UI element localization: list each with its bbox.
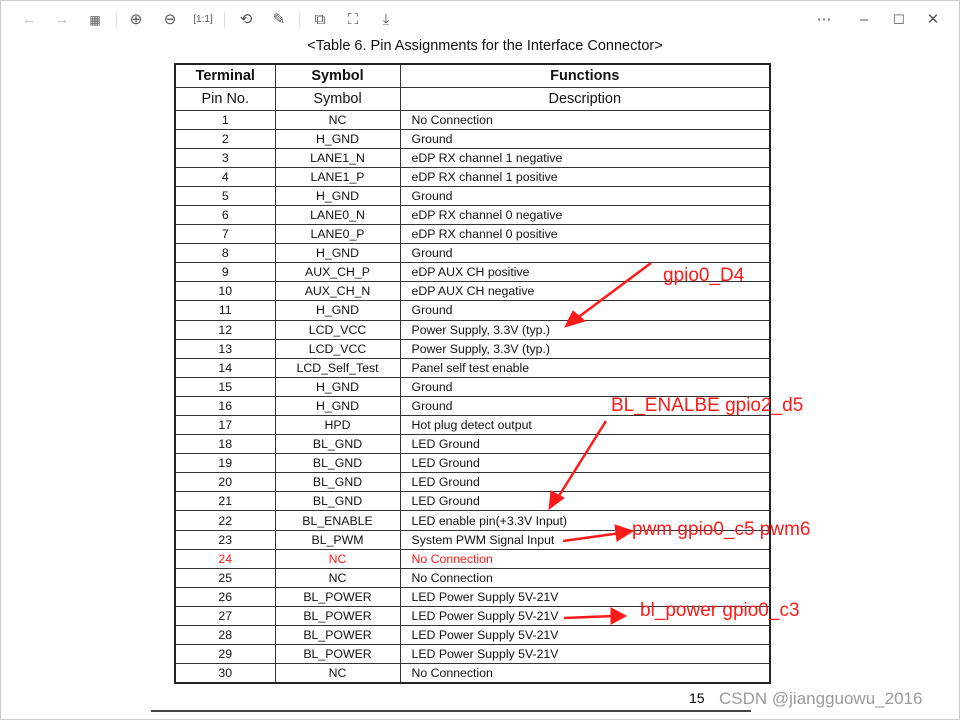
description-cell: LED Ground (400, 492, 770, 511)
pin-number-cell: 19 (175, 454, 275, 473)
symbol-cell: NC (275, 568, 400, 587)
symbol-cell: LCD_VCC (275, 339, 400, 358)
symbol-cell: LANE0_P (275, 225, 400, 244)
minimize-icon[interactable]: – (859, 11, 869, 28)
symbol-cell: H_GND (275, 129, 400, 148)
thumbnails-icon[interactable]: ▦ (89, 13, 101, 27)
symbol-cell: HPD (275, 416, 400, 435)
symbol-cell: BL_POWER (275, 626, 400, 645)
pin-number-cell: 7 (175, 225, 275, 244)
symbol-cell: H_GND (275, 244, 400, 263)
description-cell: No Connection (400, 664, 770, 683)
header-terminal: Terminal (175, 64, 275, 87)
symbol-cell: BL_GND (275, 435, 400, 454)
description-cell: eDP RX channel 0 negative (400, 205, 770, 224)
pin-number-cell: 17 (175, 416, 275, 435)
annotation-gpio0-d4: gpio0_D4 (663, 265, 745, 286)
symbol-cell: LANE0_N (275, 205, 400, 224)
pin-number-cell: 4 (175, 167, 275, 186)
rotate-icon[interactable]: ⟲ (239, 11, 253, 28)
pin-number-cell: 2 (175, 129, 275, 148)
symbol-cell: LCD_VCC (275, 320, 400, 339)
symbol-cell: BL_PWM (275, 530, 400, 549)
description-cell: Ground (400, 186, 770, 205)
description-cell: eDP RX channel 1 positive (400, 167, 770, 186)
pin-number-cell: 21 (175, 492, 275, 511)
download-icon[interactable]: ⤓ (382, 11, 390, 28)
description-cell: No Connection (400, 568, 770, 587)
arrow-bl-enable (557, 421, 606, 499)
pin-number-cell: 30 (175, 664, 275, 683)
symbol-cell: H_GND (275, 186, 400, 205)
symbol-cell: LANE1_N (275, 148, 400, 167)
back-icon[interactable]: ← (21, 11, 37, 28)
description-cell: System PWM Signal Input (400, 530, 770, 549)
watermark: CSDN @jiangguowu_2016 (719, 689, 923, 708)
pin-number-cell: 9 (175, 263, 275, 282)
annotation-arrows (1, 1, 960, 721)
pin-number-cell: 26 (175, 587, 275, 606)
description-cell: Ground (400, 244, 770, 263)
arrow-bl-power (564, 616, 613, 618)
description-cell: Ground (400, 129, 770, 148)
pin-number-cell: 13 (175, 339, 275, 358)
pin-number-cell: 14 (175, 358, 275, 377)
description-cell: eDP RX channel 0 positive (400, 225, 770, 244)
pin-number-cell: 20 (175, 473, 275, 492)
symbol-cell: NC (275, 664, 400, 683)
pin-number-cell: 23 (175, 530, 275, 549)
description-cell: LED Ground (400, 435, 770, 454)
description-cell: Panel self test enable (400, 358, 770, 377)
pin-number-cell: 11 (175, 301, 275, 320)
description-cell: Power Supply, 3.3V (typ.) (400, 320, 770, 339)
description-cell: Ground (400, 377, 770, 396)
pin-number-cell: 6 (175, 205, 275, 224)
pin-number-cell: 3 (175, 148, 275, 167)
description-cell: LED Power Supply 5V-21V (400, 587, 770, 606)
pin-number-cell: 28 (175, 626, 275, 645)
more-icon[interactable]: ⋯ (816, 11, 832, 28)
page-number: 15 (689, 690, 705, 706)
pin-number-cell: 8 (175, 244, 275, 263)
subheader-symbol: Symbol (275, 87, 400, 110)
header-symbol: Symbol (275, 64, 400, 87)
symbol-cell: H_GND (275, 396, 400, 415)
description-cell: No Connection (400, 110, 770, 129)
ocr-icon[interactable]: ⛶ (347, 11, 359, 28)
description-cell: LED Ground (400, 473, 770, 492)
maximize-icon[interactable]: ☐ (893, 12, 905, 27)
pin-number-cell: 10 (175, 282, 275, 301)
description-cell: Ground (400, 301, 770, 320)
description-cell: No Connection (400, 549, 770, 568)
table-caption: <Table 6. Pin Assignments for the Interface Connector> (307, 38, 663, 54)
symbol-cell: NC (275, 549, 400, 568)
pin-number-cell: 16 (175, 396, 275, 415)
pin-number-cell: 22 (175, 511, 275, 530)
actual-size-icon[interactable]: [1:1] (193, 14, 213, 25)
symbol-cell: H_GND (275, 377, 400, 396)
symbol-cell: BL_ENABLE (275, 511, 400, 530)
subheader-description: Description (400, 87, 770, 110)
symbol-cell: BL_GND (275, 492, 400, 511)
description-cell: eDP AUX CH negative (400, 282, 770, 301)
description-cell: Hot plug detect output (400, 416, 770, 435)
description-cell: LED Power Supply 5V-21V (400, 606, 770, 625)
annotation-bl-power: bl_power gpio0_c3 (640, 600, 800, 621)
footer-divider (151, 710, 751, 712)
annotate-icon[interactable]: ✎ (272, 11, 286, 28)
symbol-cell: AUX_CH_N (275, 282, 400, 301)
symbol-cell: BL_POWER (275, 606, 400, 625)
symbol-cell: H_GND (275, 301, 400, 320)
symbol-cell: LANE1_P (275, 167, 400, 186)
pin-number-cell: 24 (175, 549, 275, 568)
description-cell: eDP AUX CH positive (400, 263, 770, 282)
description-cell: Ground (400, 396, 770, 415)
symbol-cell: NC (275, 110, 400, 129)
pin-number-cell: 18 (175, 435, 275, 454)
description-cell: Power Supply, 3.3V (typ.) (400, 339, 770, 358)
symbol-cell: BL_GND (275, 473, 400, 492)
zoom-in-icon[interactable]: ⊕ (129, 11, 143, 28)
pin-number-cell: 12 (175, 320, 275, 339)
description-cell: eDP RX channel 1 negative (400, 148, 770, 167)
pin-number-cell: 29 (175, 645, 275, 664)
arrow-pwm (563, 533, 621, 541)
annotation-pwm: pwm gpio0_c5 pwm6 (632, 519, 811, 540)
zoom-out-icon[interactable]: ⊖ (163, 11, 177, 28)
forward-icon[interactable]: → (54, 11, 70, 28)
pin-number-cell: 15 (175, 377, 275, 396)
pin-number-cell: 25 (175, 568, 275, 587)
arrow-gpio0-d4 (576, 263, 651, 319)
symbol-cell: BL_GND (275, 454, 400, 473)
pin-number-cell: 27 (175, 606, 275, 625)
translate-icon[interactable]: ⧉ (314, 11, 326, 28)
symbol-cell: BL_POWER (275, 587, 400, 606)
description-cell: LED enable pin(+3.3V Input) (400, 511, 770, 530)
symbol-cell: AUX_CH_P (275, 263, 400, 282)
close-icon[interactable]: ✕ (926, 11, 940, 28)
pin-number-cell: 5 (175, 186, 275, 205)
symbol-cell: BL_POWER (275, 645, 400, 664)
pin-number-cell: 1 (175, 110, 275, 129)
annotation-bl-enable: BL_ENALBE gpio2_d5 (611, 395, 804, 416)
description-cell: LED Power Supply 5V-21V (400, 645, 770, 664)
subheader-pin-no: Pin No. (175, 87, 275, 110)
header-functions: Functions (400, 64, 770, 87)
description-cell: LED Power Supply 5V-21V (400, 626, 770, 645)
symbol-cell: LCD_Self_Test (275, 358, 400, 377)
description-cell: LED Ground (400, 454, 770, 473)
